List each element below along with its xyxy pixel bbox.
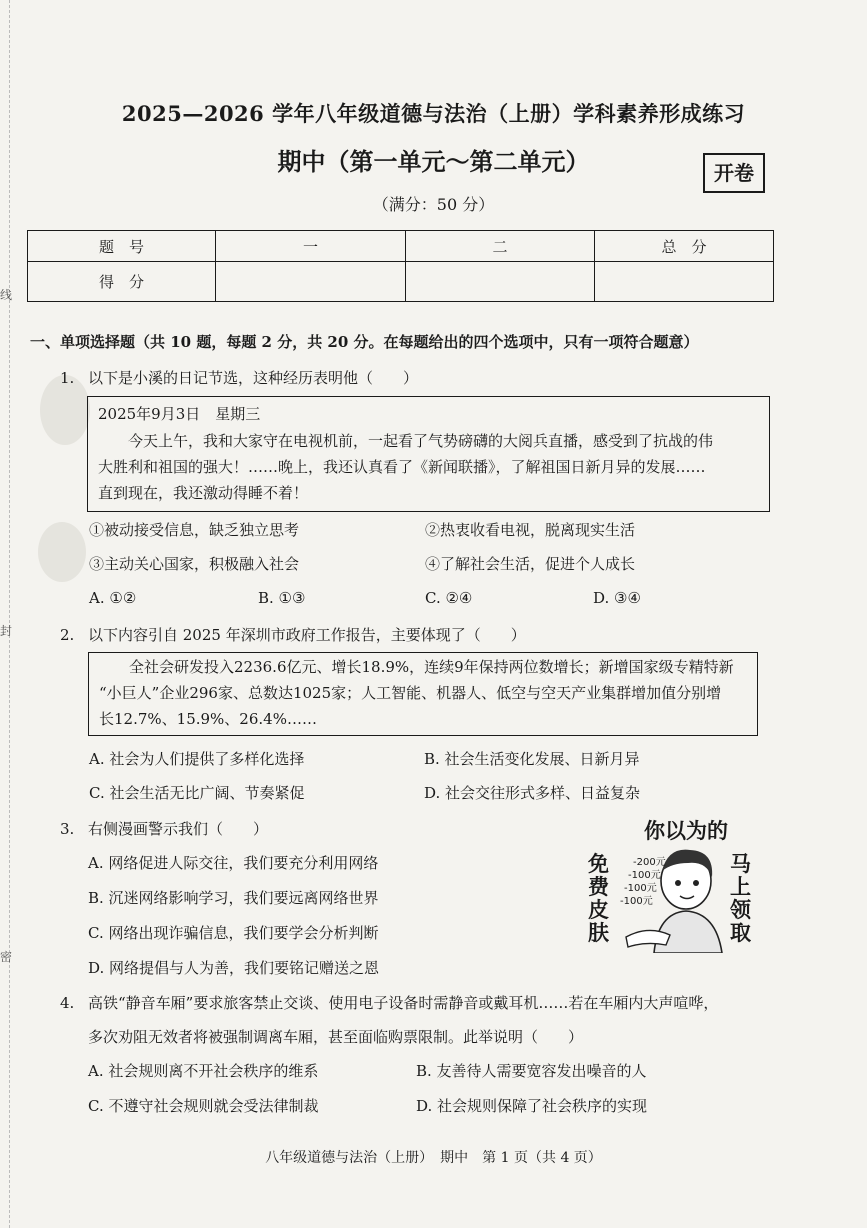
q2-stem: 以下内容引自 2025 年深圳市政府工作报告，主要体现了（ ） [88, 626, 526, 644]
q4-stem-line: 多次劝阻无效者将被强制调离车厢，甚至面临购票限制。此举说明（ ） [88, 1028, 584, 1046]
q1-option-b[interactable]: B. ①③ [258, 589, 306, 607]
q1-option-d[interactable]: D. ③④ [593, 589, 641, 607]
q2-option-a[interactable]: A. 社会为人们提供了多样化选择 [89, 750, 305, 768]
score-table [27, 230, 774, 302]
q1-stem: 以下是小溪的日记节选，这种经历表明他（ ） [88, 369, 419, 387]
bleed-through-shadow [38, 522, 86, 582]
exam-subtitle: 期中（第一单元～第二单元） [277, 147, 590, 176]
q4-option-c[interactable]: C. 不遵守社会规则就会受法律制裁 [88, 1097, 319, 1115]
q1-statement: ④了解社会生活，促进个人成长 [425, 555, 636, 573]
q3-option-d[interactable]: D. 网络提倡与人为善，我们要铭记赠送之恩 [88, 959, 380, 977]
binding-mark-feng: 封 [0, 624, 13, 638]
q1-statement: ③主动关心国家，积极融入社会 [89, 555, 300, 573]
binding-dashed-line [9, 0, 10, 1228]
cartoon-left-text: 免费皮肤 [588, 852, 609, 945]
q1-statement: ①被动接受信息，缺乏独立思考 [89, 521, 300, 539]
open-book-badge: 开卷 [703, 153, 765, 193]
q2-report-line: 长12.7%、15.9%、26.4%…… [99, 710, 317, 728]
q2-option-d[interactable]: D. 社会交往形式多样、日益复杂 [424, 784, 641, 802]
q1-statement: ②热衷收看电视，脱离现实生活 [425, 521, 636, 539]
score-table-header: 题 号 [28, 231, 216, 262]
page-footer: 八年级道德与法治（上册） 期中 第 1 页（共 4 页） [265, 1150, 602, 1166]
q2-option-b[interactable]: B. 社会生活变化发展、日新月异 [424, 750, 640, 768]
q2-option-c[interactable]: C. 社会生活无比广阔、节奏紧促 [89, 784, 305, 802]
q1-diary-line: 直到现在，我还激动得睡不着！ [98, 484, 309, 502]
cartoon-amount: -100元 [624, 883, 657, 894]
score-cell[interactable] [595, 262, 774, 302]
q3-cartoon [588, 815, 760, 953]
score-cell[interactable] [216, 262, 406, 302]
cartoon-amount: -200元 [633, 857, 666, 868]
binding-mark-xian: 线 [0, 288, 13, 302]
q2-report-box [88, 652, 758, 736]
full-score: （满分：50 分） [372, 195, 495, 214]
q2-report-line: 全社会研发投入2236.6亿元、增长18.9%，连续9年保持两位数增长；新增国家级专精特新 [129, 658, 734, 676]
q1-diary-line: 今天上午，我和大家守在电视机前，一起看了气势磅礴的大阅兵直播，感受到了抗战的伟 [128, 432, 714, 450]
q3-option-a[interactable]: A. 网络促进人际交往，我们要充分利用网络 [88, 854, 379, 872]
exam-title: 2025—2026 学年八年级道德与法治（上册）学科素养形成练习 [121, 101, 746, 126]
q4-stem-line: 高铁“静音车厢”要求旅客禁止交谈、使用电子设备时需静音或戴耳机……若在车厢内大声喧哗， [88, 994, 719, 1012]
q2-report-line: “小巨人”企业296家、总数达1025家；人工智能、机器人、低空与空天产业集群增加值分别增 [99, 684, 722, 702]
q3-option-c[interactable]: C. 网络出现诈骗信息，我们要学会分析判断 [88, 924, 379, 942]
cartoon-caption: 你以为的 [644, 819, 728, 843]
cartoon-amount: -100元 [628, 870, 661, 881]
score-table-header: 二 [406, 231, 595, 262]
q1-diary-date: 2025年9月3日 星期三 [98, 405, 261, 423]
score-row-label: 得 分 [28, 262, 216, 302]
binding-mark-mi: 密 [0, 950, 13, 964]
q3-stem: 右侧漫画警示我们（ ） [88, 820, 269, 838]
q1-option-a[interactable]: A. ①② [89, 589, 137, 607]
cartoon-amount: -100元 [620, 896, 653, 907]
q1-number: 1. [60, 369, 75, 387]
q1-diary-box [87, 396, 770, 512]
q4-option-a[interactable]: A. 社会规则离不开社会秩序的维系 [88, 1062, 319, 1080]
section-heading: 一、单项选择题（共 10 题，每题 2 分，共 20 分。在每题给出的四个选项中，只有一项符合题意） [30, 333, 699, 351]
q3-number: 3. [60, 820, 75, 838]
score-cell[interactable] [406, 262, 595, 302]
q3-option-b[interactable]: B. 沉迷网络影响学习，我们要远离网络世界 [88, 889, 379, 907]
q4-number: 4. [60, 994, 75, 1012]
score-table-header: 总 分 [595, 231, 774, 262]
score-table-header: 一 [216, 231, 406, 262]
q1-diary-line: 大胜利和祖国的强大！……晚上，我还认真看了《新闻联播》，了解祖国日新月异的发展…… [98, 458, 706, 476]
q2-number: 2. [60, 626, 75, 644]
cartoon-right-text: 马上领取 [730, 852, 751, 945]
q4-option-d[interactable]: D. 社会规则保障了社会秩序的实现 [416, 1097, 648, 1115]
q1-option-c[interactable]: C. ②④ [425, 589, 473, 607]
q4-option-b[interactable]: B. 友善待人需要宽容发出噪音的人 [416, 1062, 647, 1080]
